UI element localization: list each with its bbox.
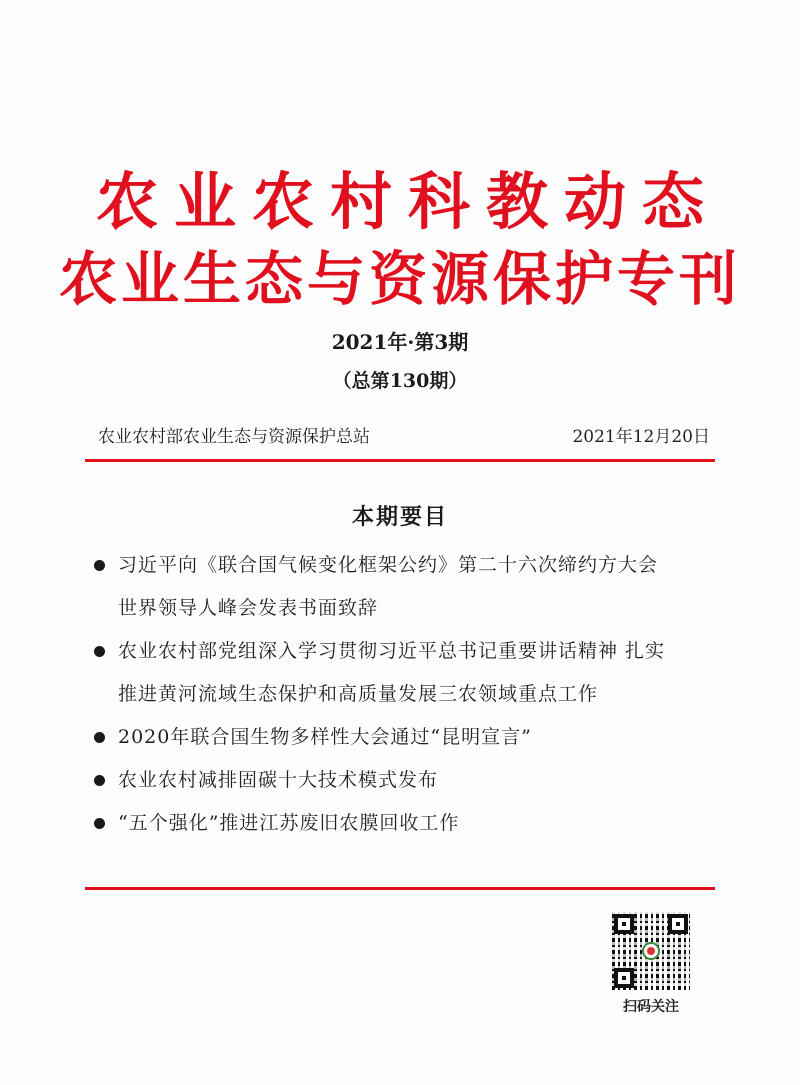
bullet-icon: [94, 732, 105, 743]
toc-heading: 本期要目: [351, 505, 448, 530]
issue-number: 2021年·第3期: [331, 330, 469, 354]
toc-item-line: 习近平向《联合国气候变化框架公约》第二十六次缔约方大会: [118, 554, 659, 576]
toc-item-line: 推进黄河流域生态保护和高质量发展三农领域重点工作: [118, 683, 599, 705]
qr-finder-mark: [614, 968, 634, 988]
publication-date: 2021年12月20日: [572, 427, 710, 447]
toc-item[interactable]: [90, 802, 720, 845]
qr-code-block[interactable]: [612, 912, 690, 1016]
toc-item-line: “五个强化”推进江苏废旧农膜回收工作: [118, 812, 460, 834]
qr-finder-mark: [614, 914, 634, 934]
toc-item[interactable]: [90, 716, 720, 759]
publication-subtitle: 农业生态与资源保护专刊: [58, 245, 741, 313]
divider-bottom: [85, 887, 715, 890]
toc-item[interactable]: [90, 544, 720, 630]
toc-item-line: 2020年联合国生物多样性大会通过“昆明宣言”: [118, 726, 532, 748]
toc-item-line: 农业农村部党组深入学习贯彻习近平总书记重要讲话精神 扎实: [118, 640, 666, 662]
publication-title: 农业农村科教动态: [95, 165, 720, 238]
divider-top: [85, 459, 715, 462]
publisher-organization: 农业农村部农业生态与资源保护总站: [98, 427, 370, 447]
qr-caption: 扫码关注: [623, 999, 679, 1015]
table-of-contents: [90, 544, 720, 845]
bullet-icon: [94, 646, 105, 657]
toc-item-line: 农业农村减排固碳十大技术模式发布: [118, 769, 439, 791]
qr-logo-icon: [642, 942, 660, 960]
qr-finder-mark: [668, 914, 688, 934]
bullet-icon: [94, 818, 105, 829]
toc-item[interactable]: [90, 630, 720, 716]
bullet-icon: [94, 775, 105, 786]
toc-item[interactable]: [90, 759, 720, 802]
total-issue-number: （总第130期）: [332, 370, 468, 392]
bullet-icon: [94, 560, 105, 571]
qr-code-icon[interactable]: [612, 912, 690, 990]
toc-item-line: 世界领导人峰会发表书面致辞: [118, 597, 379, 619]
